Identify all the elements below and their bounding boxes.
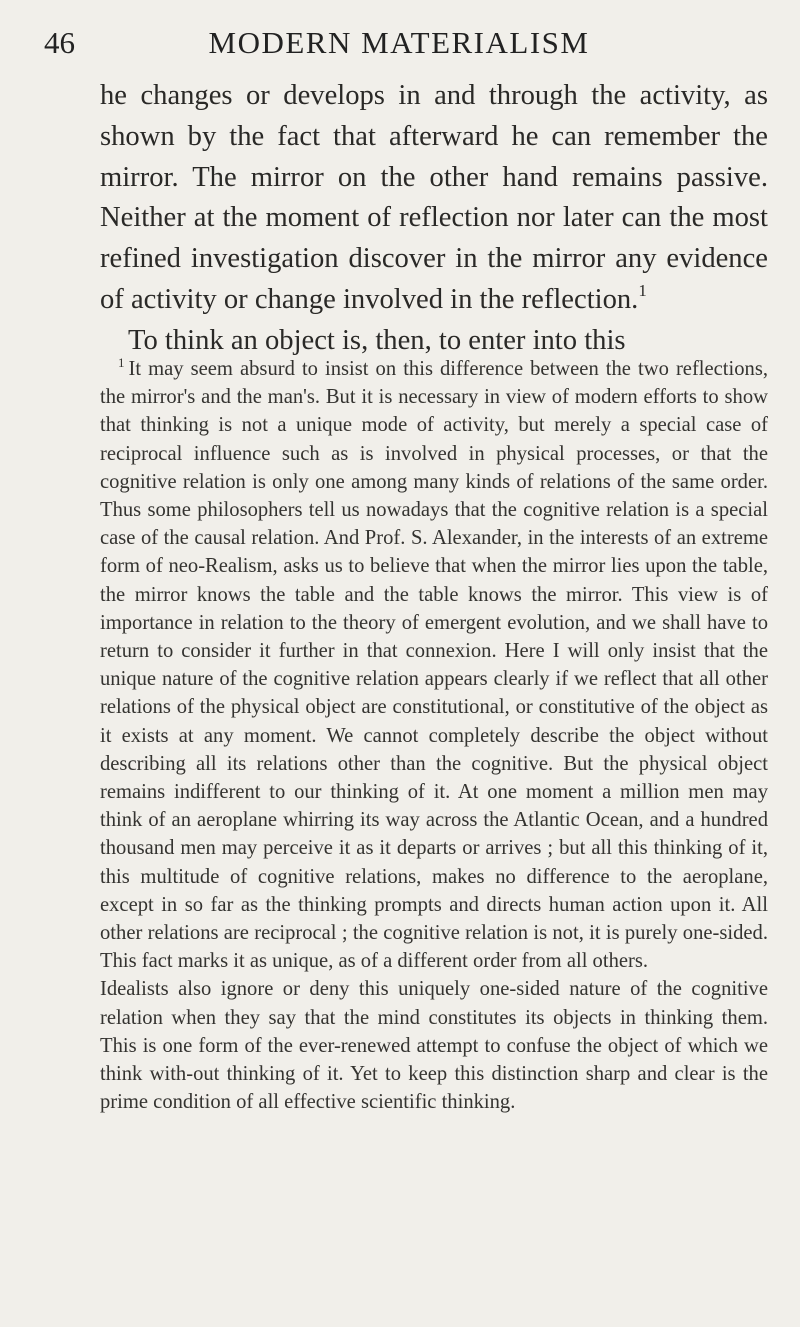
running-title: MODERN MATERIALISM	[208, 25, 590, 60]
page-header	[44, 16, 754, 70]
footnote-text: It may seem absurd to insist on this difference between the two reflections, the mirror's and the man's. But it is necessary in view of modern efforts to show that thinking is not a unique mode of activity, but merely a special case of reciprocal influence such as is involved in physical processes, or that the cognitive relation is only one among many kinds of relations of the same order. Thus some philosophers tell us nowadays that the cognitive relation is a special case of the causal relation. And Prof. S. Alexander, in the interests of an extreme form of neo-Realism, asks us to believe that when the mirror lies upon the table, the mirror knows the table and the table knows the mirror. This view is of importance in relation to the theory of emergent evolution, and we shall have to return to consider it further in that connexion. Here I will only insist that the unique nature of the cognitive relation appears clearly if we reflect that all other relations of the physical object are constitutional, or constitutive of the object as it exists at any moment. We cannot completely describe the object without describing all its relations other than the cognitive. But the physical object remains indifferent to our thinking of it. At one moment a million men may think of an aeroplane whirring its way across the Atlantic Ocean, and a hundred thousand men may perceive it as it departs or arrives ; but all this thinking of it, this multitude of cognitive relations, makes no difference to the aeroplane, except in so far as the thinking prompts and directs human action upon it. All other relations are reciprocal ; the cognitive relation is not, it is purely one-sided. This fact marks it as unique, as of a different order from all others.	[100, 358, 768, 973]
body-paragraph	[100, 76, 768, 321]
footnote-paragraph: Idealists also ignore or deny this uniquely one-sided nature of the cognitive relation when they say that the mind constitutes its objects in thinking them. This is one form of the ever-renewed attempt to confuse the object of which we think with-out thinking of it. Yet to keep this distinction sharp and clear is the prime condition of all effective scientific thinking.	[100, 978, 768, 1114]
page-number: 46	[44, 25, 75, 60]
body-paragraph-text: he changes or develops in and through the activity, as shown by the fact that afterward he can remember the mirror. The mirror on the other hand remains passive. Neither at the moment of reflection nor later can the most refined investigation discover in the mirror any evidence of activity or change involved in the reflection.	[100, 80, 768, 315]
footnote-reference[interactable]: 1	[638, 280, 647, 300]
footnote-paragraph	[100, 355, 768, 975]
main-text	[100, 76, 768, 362]
body-paragraph: To think an object is, then, to enter into this	[128, 324, 626, 356]
footnote-marker: 1	[118, 355, 125, 370]
footnotes	[100, 355, 768, 1116]
